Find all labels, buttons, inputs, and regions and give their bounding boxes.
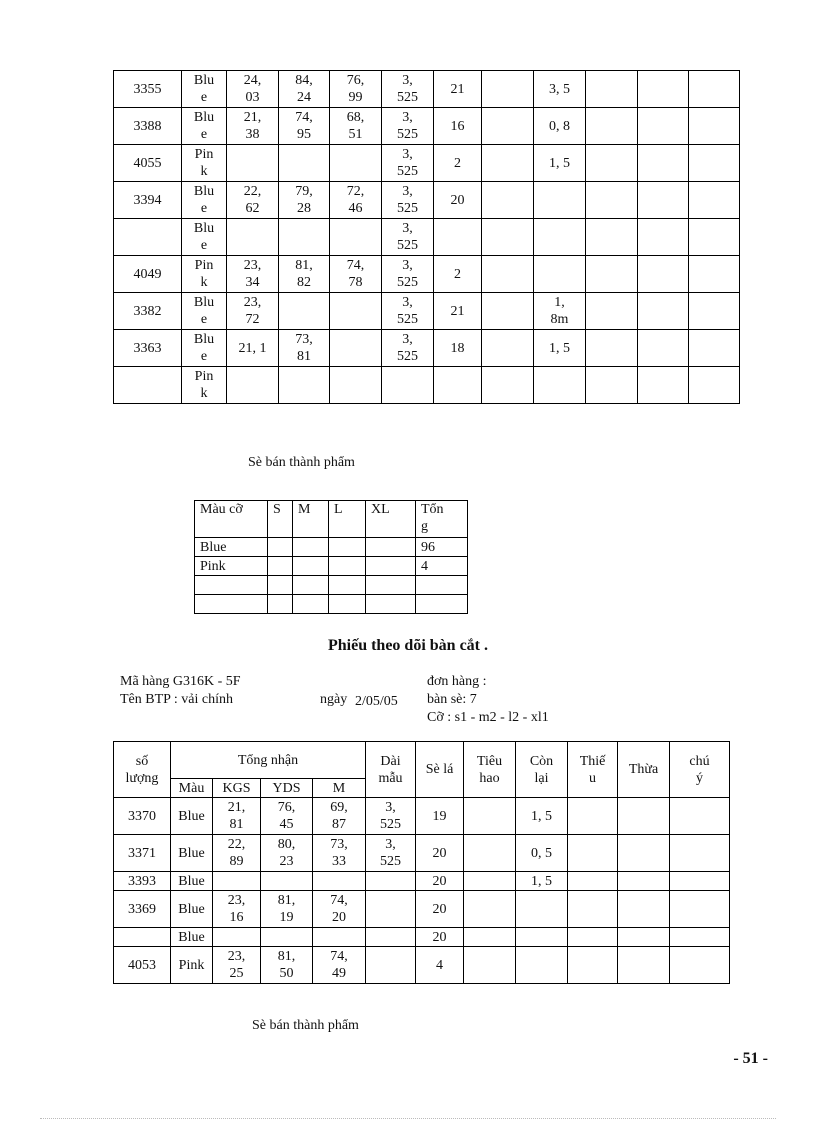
header-layers: Sè lá xyxy=(416,742,464,798)
product-name: Tên BTP : vải chính xyxy=(120,692,234,707)
table-cell: 81, 82 xyxy=(279,256,330,293)
table-row xyxy=(195,557,468,576)
table-cell xyxy=(618,891,670,928)
table-cell: 80, 23 xyxy=(261,835,313,872)
table-row xyxy=(114,293,740,330)
column-header: Màu cỡ xyxy=(195,501,268,538)
table-cell xyxy=(227,145,279,182)
table-cell xyxy=(568,798,618,835)
table-cell xyxy=(638,182,689,219)
table-cell: Blue xyxy=(171,798,213,835)
table-cell xyxy=(586,293,638,330)
table-cell: 3370 xyxy=(114,798,171,835)
table-cell xyxy=(618,872,670,891)
table-cell xyxy=(638,71,689,108)
table-cell xyxy=(279,367,330,404)
header-surplus: Thừa xyxy=(618,742,670,798)
table-cell xyxy=(464,872,516,891)
table-cell xyxy=(689,71,740,108)
table-cell xyxy=(195,576,268,595)
table-cell: 16 xyxy=(434,108,482,145)
table-cell: 4049 xyxy=(114,256,182,293)
table-cell xyxy=(586,108,638,145)
table-cell: 3, 5 xyxy=(534,71,586,108)
table-cell xyxy=(330,367,382,404)
table-cell xyxy=(689,219,740,256)
table-cell xyxy=(534,182,586,219)
table-cell xyxy=(329,538,366,557)
table-cell xyxy=(464,891,516,928)
table-cell xyxy=(586,256,638,293)
table-cell: 1, 5 xyxy=(534,330,586,367)
table-cell xyxy=(261,928,313,947)
table-cell xyxy=(293,595,329,614)
table-cell xyxy=(586,145,638,182)
table-cell: 3, 525 xyxy=(382,145,434,182)
table-cell xyxy=(618,928,670,947)
table-cell: Blue xyxy=(171,872,213,891)
table-cell xyxy=(689,367,740,404)
table-cell xyxy=(366,557,416,576)
table-row xyxy=(114,835,730,872)
table-cell: 4 xyxy=(416,947,464,984)
table-cell xyxy=(366,891,416,928)
table-cell: 1, 5 xyxy=(534,145,586,182)
table-row xyxy=(114,256,740,293)
table-cell: 3363 xyxy=(114,330,182,367)
table-cell xyxy=(568,947,618,984)
table-cell: 21 xyxy=(434,71,482,108)
table-cell: Pin k xyxy=(182,145,227,182)
table-cell: 3393 xyxy=(114,872,171,891)
table-cell xyxy=(213,872,261,891)
table-cell xyxy=(482,182,534,219)
table-cell: 3, 525 xyxy=(382,219,434,256)
table-cell: 3369 xyxy=(114,891,171,928)
column-header: M xyxy=(293,501,329,538)
table-cell xyxy=(638,367,689,404)
table-cell: 22, 89 xyxy=(213,835,261,872)
table-cell xyxy=(482,330,534,367)
table-row xyxy=(195,576,468,595)
table-cell: 69, 87 xyxy=(313,798,366,835)
table-cell: Blue xyxy=(171,891,213,928)
table-cell xyxy=(313,928,366,947)
table-cell: 74, 95 xyxy=(279,108,330,145)
table-cell xyxy=(638,330,689,367)
table-cell xyxy=(330,145,382,182)
table-cell xyxy=(482,145,534,182)
table-cell: 3, 525 xyxy=(382,256,434,293)
table-cell xyxy=(586,367,638,404)
table-cell: 3, 525 xyxy=(366,798,416,835)
subheader-m: M xyxy=(313,779,366,798)
table-row xyxy=(114,145,740,182)
table-cell xyxy=(638,108,689,145)
table-cell xyxy=(464,798,516,835)
table-cell: 23, 72 xyxy=(227,293,279,330)
table-cell: 21, 81 xyxy=(213,798,261,835)
product-code: Mã hàng G316K - 5F xyxy=(120,674,241,689)
table-row xyxy=(114,947,730,984)
table-cell: 3355 xyxy=(114,71,182,108)
table-cell: 23, 25 xyxy=(213,947,261,984)
table-cell xyxy=(293,576,329,595)
table-cell xyxy=(366,595,416,614)
table-cell xyxy=(670,891,730,928)
subheader-kgs: KGS xyxy=(213,779,261,798)
table-cell xyxy=(689,293,740,330)
table-cell: 3, 525 xyxy=(382,182,434,219)
cutting-table-continued xyxy=(113,70,740,404)
size-ratio: Cỡ : s1 - m2 - l2 - xl1 xyxy=(427,710,549,725)
table-cell: 20 xyxy=(434,182,482,219)
table-cell: 21, 38 xyxy=(227,108,279,145)
table-cell xyxy=(586,219,638,256)
table-cell xyxy=(293,538,329,557)
date-label: ngày xyxy=(320,692,348,707)
header-remaining: Còn lại xyxy=(516,742,568,798)
table-cell xyxy=(261,872,313,891)
table-cell xyxy=(482,293,534,330)
table-cell xyxy=(618,835,670,872)
column-header: XL xyxy=(366,501,416,538)
table-cell xyxy=(464,835,516,872)
table-cell xyxy=(670,928,730,947)
header-quantity: số lượng xyxy=(114,742,171,798)
table-cell xyxy=(330,293,382,330)
table-row xyxy=(114,367,740,404)
table-cell: 3, 525 xyxy=(382,293,434,330)
header-notes: chú ý xyxy=(670,742,730,798)
table-cell xyxy=(689,256,740,293)
column-header: Tổn g xyxy=(416,501,468,538)
date-value: 2/05/05 xyxy=(355,694,398,709)
table-cell: 22, 62 xyxy=(227,182,279,219)
table-cell: 18 xyxy=(434,330,482,367)
table-cell: 74, 20 xyxy=(313,891,366,928)
table-cell: 20 xyxy=(416,872,464,891)
page-title: Phiếu theo dõi bàn cắt . xyxy=(327,637,488,654)
table-cell: 3382 xyxy=(114,293,182,330)
table-cell xyxy=(366,928,416,947)
table-cell xyxy=(516,928,568,947)
table-cell: Pink xyxy=(171,947,213,984)
page-number: - 51 - xyxy=(733,1050,768,1067)
table-cell: 0, 5 xyxy=(516,835,568,872)
table-cell: 0, 8 xyxy=(534,108,586,145)
table-cell xyxy=(268,595,293,614)
table-cell xyxy=(638,293,689,330)
table-cell: 24, 03 xyxy=(227,71,279,108)
table-cell: 23, 34 xyxy=(227,256,279,293)
table-cell: 73, 33 xyxy=(313,835,366,872)
table-cell xyxy=(516,891,568,928)
table-row xyxy=(114,330,740,367)
table-cell: Blu e xyxy=(182,71,227,108)
semi-finished-note: Sè bán thành phẩm xyxy=(248,455,355,470)
table-cell xyxy=(366,576,416,595)
table-cell xyxy=(464,947,516,984)
table-cell: 84, 24 xyxy=(279,71,330,108)
table-cell: 76, 99 xyxy=(330,71,382,108)
table-cell: 20 xyxy=(416,835,464,872)
table-cell: 79, 28 xyxy=(279,182,330,219)
table-cell xyxy=(268,538,293,557)
table-cell: 3, 525 xyxy=(382,108,434,145)
table-row xyxy=(114,71,740,108)
table-cell: Pink xyxy=(195,557,268,576)
table-cell xyxy=(516,947,568,984)
table-cell: Blu e xyxy=(182,293,227,330)
table-cell xyxy=(482,219,534,256)
header-consumption: Tiêu hao xyxy=(464,742,516,798)
header-shortage: Thiế u xyxy=(568,742,618,798)
table-row xyxy=(114,798,730,835)
table-cell xyxy=(329,595,366,614)
table-cell xyxy=(313,872,366,891)
table-cell: 21, 1 xyxy=(227,330,279,367)
table-cell: 68, 51 xyxy=(330,108,382,145)
table-cell: 76, 45 xyxy=(261,798,313,835)
table-cell xyxy=(534,256,586,293)
table-cell xyxy=(213,928,261,947)
table-cell xyxy=(114,928,171,947)
table-cell xyxy=(366,538,416,557)
table-cell: 1, 8m xyxy=(534,293,586,330)
table-cell xyxy=(434,367,482,404)
table-cell xyxy=(638,219,689,256)
table-cell xyxy=(434,219,482,256)
table-header-row xyxy=(195,501,468,538)
table-cell xyxy=(638,145,689,182)
table-cell xyxy=(586,330,638,367)
table-cell xyxy=(366,947,416,984)
column-header: S xyxy=(268,501,293,538)
semi-finished-summary-table xyxy=(194,500,468,614)
table-cell: 20 xyxy=(416,891,464,928)
header-total-received: Tổng nhận xyxy=(171,742,366,779)
table-cell: Pin k xyxy=(182,256,227,293)
table-cell: 96 xyxy=(416,538,468,557)
table-cell xyxy=(114,219,182,256)
table-cell xyxy=(416,576,468,595)
table-cell: 19 xyxy=(416,798,464,835)
table-cell: 3371 xyxy=(114,835,171,872)
table-cell: Blue xyxy=(171,928,213,947)
table-cell: Blue xyxy=(171,835,213,872)
table-cell xyxy=(482,71,534,108)
table-row xyxy=(195,595,468,614)
table-cell: Blu e xyxy=(182,108,227,145)
table-cell xyxy=(689,330,740,367)
table-row xyxy=(195,538,468,557)
table-cell: Blue xyxy=(195,538,268,557)
table-cell xyxy=(482,367,534,404)
table-cell xyxy=(330,330,382,367)
table-cell xyxy=(689,145,740,182)
header-pattern-length: Dài mẫu xyxy=(366,742,416,798)
table-cell: 3, 525 xyxy=(382,330,434,367)
subheader-yds: YDS xyxy=(261,779,313,798)
table-cell: 3, 525 xyxy=(382,71,434,108)
table-cell xyxy=(279,293,330,330)
table-cell: 2 xyxy=(434,145,482,182)
table-row xyxy=(114,872,730,891)
table-cell xyxy=(568,872,618,891)
table-cell xyxy=(279,219,330,256)
table-cell: 21 xyxy=(434,293,482,330)
column-header: L xyxy=(329,501,366,538)
table-cell: 3388 xyxy=(114,108,182,145)
table-cell: 1, 5 xyxy=(516,798,568,835)
table-cell: 4 xyxy=(416,557,468,576)
table-cell: 81, 19 xyxy=(261,891,313,928)
table-cell xyxy=(670,798,730,835)
table-cell: 4055 xyxy=(114,145,182,182)
table-cell: 74, 49 xyxy=(313,947,366,984)
table-cell xyxy=(482,256,534,293)
table-cell xyxy=(638,256,689,293)
table-cell: 23, 16 xyxy=(213,891,261,928)
table-cell xyxy=(382,367,434,404)
table-cell xyxy=(568,928,618,947)
table-cell xyxy=(618,798,670,835)
table-cell: 20 xyxy=(416,928,464,947)
table-cell xyxy=(670,947,730,984)
table-cell xyxy=(268,576,293,595)
table-cell xyxy=(689,108,740,145)
table-cell xyxy=(618,947,670,984)
table-cell xyxy=(329,576,366,595)
table-cell xyxy=(568,891,618,928)
table-cell: Blu e xyxy=(182,182,227,219)
table-cell xyxy=(329,557,366,576)
table-cell: Blu e xyxy=(182,219,227,256)
table-row xyxy=(114,928,730,947)
table-number: bàn sè: 7 xyxy=(427,692,477,707)
table-cell xyxy=(227,219,279,256)
table-cell xyxy=(293,557,329,576)
table-row xyxy=(114,182,740,219)
table-cell: 1, 5 xyxy=(516,872,568,891)
table-cell: 74, 78 xyxy=(330,256,382,293)
table-cell xyxy=(689,182,740,219)
table-cell xyxy=(279,145,330,182)
table-cell xyxy=(227,367,279,404)
table-cell xyxy=(482,108,534,145)
table-cell: 2 xyxy=(434,256,482,293)
table-cell: Blu e xyxy=(182,330,227,367)
table-cell xyxy=(586,182,638,219)
table-cell xyxy=(268,557,293,576)
table-cell xyxy=(586,71,638,108)
table-row xyxy=(114,108,740,145)
footer-divider xyxy=(40,1118,776,1119)
table-cell: 4053 xyxy=(114,947,171,984)
table-cell xyxy=(464,928,516,947)
table-cell: 3, 525 xyxy=(366,835,416,872)
table-cell: 73, 81 xyxy=(279,330,330,367)
table-cell: 72, 46 xyxy=(330,182,382,219)
table-cell xyxy=(670,835,730,872)
table-cell xyxy=(114,367,182,404)
table-cell xyxy=(330,219,382,256)
order-label: đơn hàng : xyxy=(427,674,487,689)
semi-finished-note-2: Sè bán thành phẩm xyxy=(252,1018,359,1033)
table-cell xyxy=(670,872,730,891)
table-cell xyxy=(568,835,618,872)
table-cell: Pin k xyxy=(182,367,227,404)
table-row xyxy=(114,891,730,928)
table-row xyxy=(114,219,740,256)
table-cell xyxy=(195,595,268,614)
table-cell xyxy=(534,367,586,404)
table-cell: 81, 50 xyxy=(261,947,313,984)
table-cell: 3394 xyxy=(114,182,182,219)
subheader-color: Màu xyxy=(171,779,213,798)
table-cell xyxy=(534,219,586,256)
table-cell xyxy=(416,595,468,614)
cutting-tracking-table xyxy=(113,741,730,984)
table-cell xyxy=(366,872,416,891)
